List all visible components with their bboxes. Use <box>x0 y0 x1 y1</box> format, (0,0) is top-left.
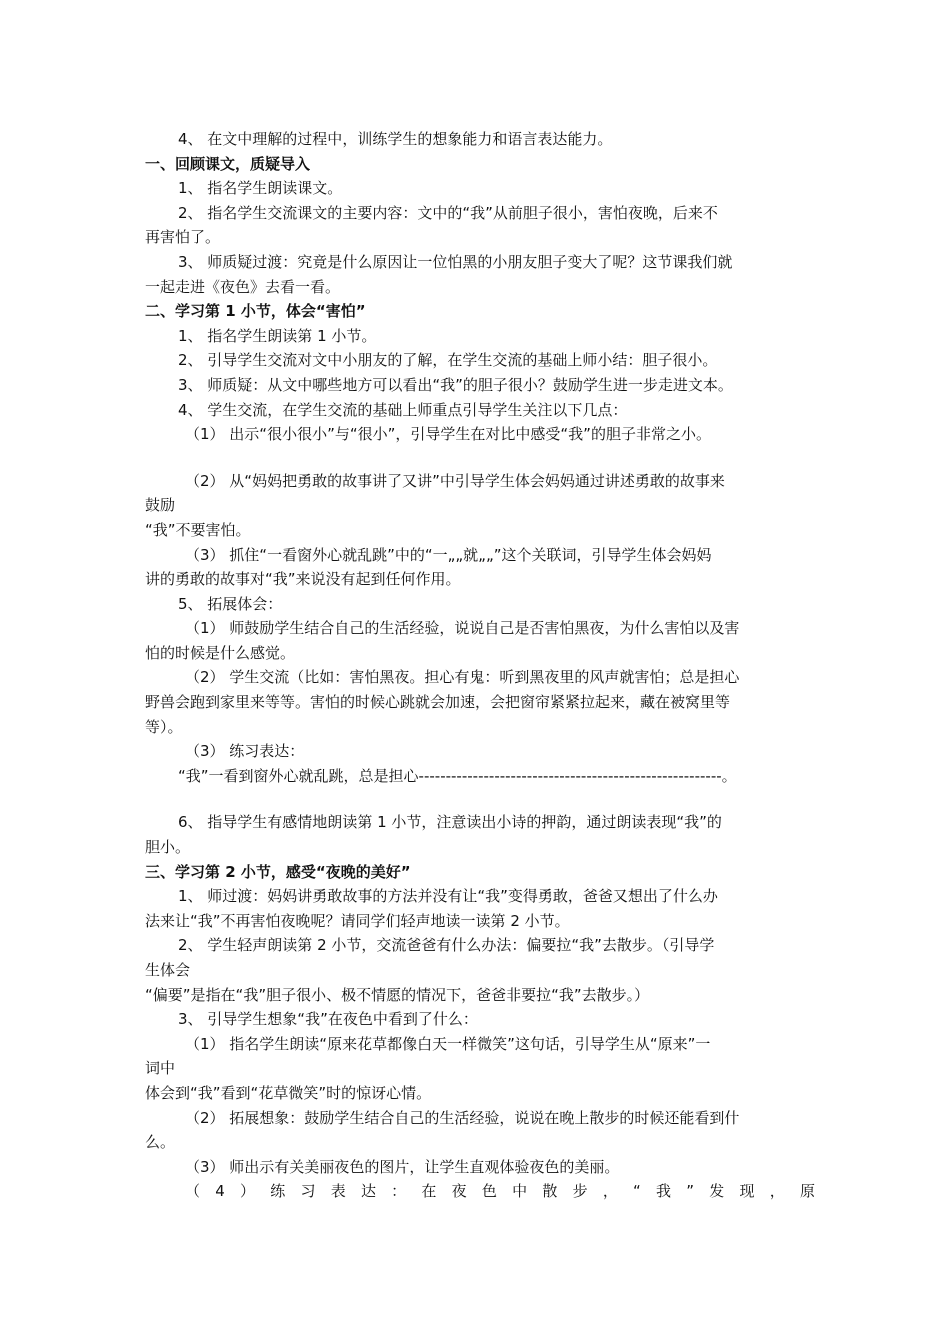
paragraph: 2、 指名学生交流课文的主要内容：文中的“我”从前胆子很小，害怕夜晚，后来不 <box>178 203 718 222</box>
paragraph-continuation: 讲的勇敢的故事对“我”来说没有起到任何作用。 <box>145 570 461 589</box>
char: 色 <box>481 1182 497 1201</box>
paragraph-continuation: 野兽会跑到家里来等等。害怕的时候心跳就会加速，会把窗帘紧紧拉起来，藏在被窝里等 <box>145 693 731 712</box>
paragraph-continuation: 生体会 <box>145 961 191 979</box>
paragraph-continuation: “偏要”是指在“我”胆子很小、极不情愿的情况下，爸爸非要拉“我”去散步。） <box>145 985 650 1004</box>
sub-point: （2） 拓展想象：鼓励学生结合自己的生活经验，说说在晚上散步的时候还能看到什 <box>185 1108 740 1127</box>
char: 在 <box>421 1182 437 1201</box>
paragraph-continuation: 怕的时候是什么感觉。 <box>145 643 296 662</box>
char: 散 <box>542 1182 558 1201</box>
paragraph: 3、 师质疑：从文中哪些地方可以看出“我”的胆子很小？鼓励学生进一步走进文本。 <box>178 375 733 394</box>
sub-point: （1） 指名学生朗读“原来花草都像白天一样微笑”这句话，引导学生从“原来”一 <box>185 1034 711 1053</box>
char: 表 <box>330 1182 346 1201</box>
paragraph: 6、 指导学生有感情地朗读第 1 小节，注意读出小诗的押韵，通过朗读表现“我”的 <box>178 813 722 832</box>
blank-line <box>145 788 815 810</box>
sub-point: （1） 师鼓励学生结合自己的生活经验，说说自己是否害怕黑夜，为什么害怕以及害 <box>185 619 740 638</box>
char: 步 <box>572 1182 588 1201</box>
paragraph-continuation: “我”不要害怕。 <box>145 520 251 539</box>
char: “ <box>633 1182 641 1201</box>
paragraph: 4、 学生交流，在学生交流的基础上师重点引导学生关注以下几点： <box>178 400 628 419</box>
char: 中 <box>512 1182 528 1201</box>
char: 习 <box>300 1182 316 1201</box>
sub-point: （3） 抓住“一看窗外心就乱跳”中的“一„„就„„”这个关联词，引导学生体会妈妈 <box>185 545 712 564</box>
sub-point: （1） 出示“很小很小”与“很小”，引导学生在对比中感受“我”的胆子非常之小。 <box>185 425 711 444</box>
paragraph-continuation: 体会到“我”看到“花草微笑”时的惊讶心情。 <box>145 1083 432 1102</box>
paragraph: 2、 学生轻声朗读第 2 小节，交流爸爸有什么办法：偏要拉“我”去散步。（引导学 <box>178 936 715 955</box>
char: ， <box>769 1182 785 1201</box>
justified-last-line <box>145 1179 815 1204</box>
paragraph-continuation: 一起走进《夜色》去看一看。 <box>145 277 341 296</box>
sub-point: （2） 学生交流（比如：害怕黑夜。担心有鬼：听到黑夜里的风声就害怕；总是担心 <box>185 668 740 687</box>
blank-line <box>145 447 815 469</box>
char: ： <box>391 1182 407 1201</box>
sub-point: （3） 练习表达： <box>185 742 305 761</box>
paragraph: 1、 指名学生朗读课文。 <box>178 179 343 198</box>
sub-point: （3） 师出示有关美丽夜色的图片，让学生直观体验夜色的美丽。 <box>185 1157 620 1176</box>
section-heading-3: 三、学习第 2 小节，感受“夜晚的美好” <box>145 862 411 881</box>
paragraph: 3、 引导学生想象“我”在夜色中看到了什么： <box>178 1010 478 1029</box>
paragraph-continuation: 法来让“我”不再害怕夜晚呢？请同学们轻声地读一读第 2 小节。 <box>145 911 570 930</box>
char: 4 <box>215 1182 225 1201</box>
paragraph: 3、 师质疑过渡：究竟是什么原因让一位怕黑的小朋友胆子变大了呢？这节课我们就 <box>178 252 733 271</box>
char: ） <box>240 1182 256 1201</box>
char: 我 <box>656 1182 672 1201</box>
paragraph: 2、 引导学生交流对文中小朋友的了解，在学生交流的基础上师小结：胆子很小。 <box>178 351 718 370</box>
paragraph-continuation: 等）。 <box>145 717 183 736</box>
paragraph: 5、 拓展体会： <box>178 594 283 613</box>
char: 达 <box>360 1182 376 1201</box>
char: ， <box>602 1182 618 1201</box>
char: 夜 <box>451 1182 467 1201</box>
paragraph: 1、 师过渡：妈妈讲勇敢故事的方法并没有让“我”变得勇敢，爸爸又想出了什么办 <box>178 887 718 906</box>
paragraph-continuation: 再害怕了。 <box>145 228 221 247</box>
fill-in-exercise: “我”一看到窗外心就乱跳，总是担心--------------------------------------------------------。 <box>178 766 737 785</box>
section-heading-2: 二、学习第 1 小节，体会“害怕” <box>145 302 366 321</box>
paragraph: 1、 指名学生朗读第 1 小节。 <box>178 326 377 345</box>
paragraph-continuation: 词中 <box>145 1059 176 1078</box>
document-body <box>145 127 815 1204</box>
objective-4: 4、 在文中理解的过程中，训练学生的想象能力和语言表达能力。 <box>178 130 613 148</box>
char: 发 <box>709 1182 725 1201</box>
char: ” <box>686 1182 695 1201</box>
char: 原 <box>799 1182 815 1201</box>
paragraph-continuation: 鼓励 <box>145 496 176 515</box>
paragraph-continuation: 么。 <box>145 1133 176 1152</box>
char: （ <box>185 1182 201 1201</box>
paragraph-continuation: 胆小。 <box>145 838 191 857</box>
char: 练 <box>270 1182 286 1201</box>
sub-point: （2） 从“妈妈把勇敢的故事讲了又讲”中引导学生体会妈妈通过讲述勇敢的故事来 <box>185 471 725 490</box>
char: 现 <box>739 1182 755 1201</box>
section-heading-1: 一、回顾课文，质疑导入 <box>145 154 311 173</box>
